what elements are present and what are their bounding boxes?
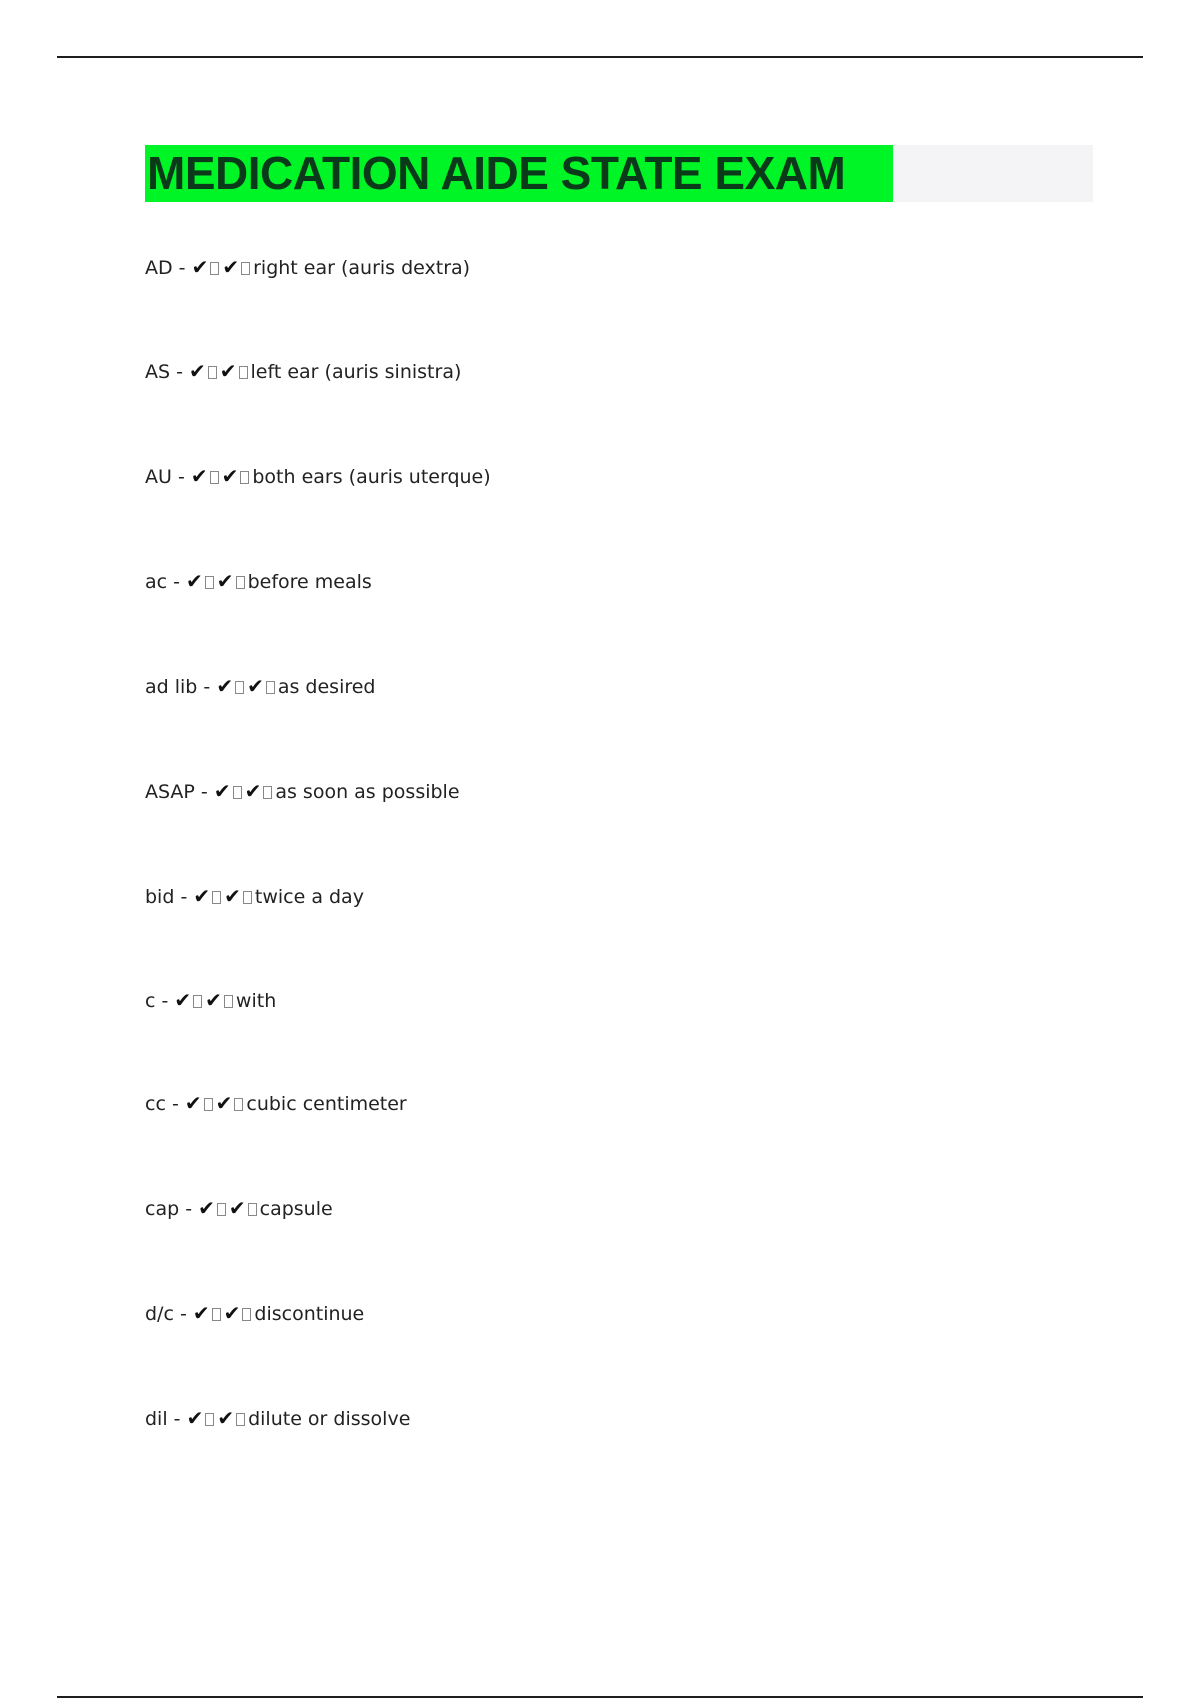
entry-term: AS bbox=[145, 361, 171, 383]
check-icon: ✔ bbox=[213, 779, 231, 803]
glossary-entry bbox=[145, 566, 372, 596]
check-icon: ✔ bbox=[224, 884, 241, 908]
box-glyph-icon bbox=[205, 576, 214, 589]
check-icon: ✔ bbox=[191, 255, 209, 279]
box-glyph-icon bbox=[212, 1308, 221, 1321]
entry-separator: - bbox=[174, 886, 194, 908]
check-icon: ✔ bbox=[184, 1091, 202, 1115]
entry-separator: - bbox=[171, 466, 191, 488]
entry-definition: twice a day bbox=[254, 886, 364, 908]
box-glyph-icon bbox=[204, 1098, 213, 1111]
check-icon: ✔ bbox=[228, 1196, 246, 1220]
entry-separator: - bbox=[167, 1408, 187, 1430]
entry-term: cap bbox=[145, 1198, 180, 1220]
bottom-rule bbox=[57, 1696, 1143, 1698]
check-icon: ✔ bbox=[219, 359, 237, 383]
glossary-entry bbox=[145, 461, 491, 491]
box-glyph-icon bbox=[217, 1203, 226, 1216]
box-glyph-icon bbox=[235, 681, 244, 694]
page-title: MEDICATION AIDE STATE EXAM bbox=[147, 147, 846, 199]
check-icon: ✔ bbox=[189, 359, 206, 383]
box-glyph-icon bbox=[224, 995, 233, 1008]
entry-separator: - bbox=[172, 257, 192, 279]
entry-term: ac bbox=[145, 571, 168, 593]
box-glyph-icon bbox=[205, 1413, 214, 1426]
check-icon: ✔ bbox=[223, 1301, 241, 1325]
entry-separator: - bbox=[197, 676, 217, 698]
box-glyph-icon bbox=[248, 1203, 257, 1216]
box-glyph-icon bbox=[234, 1098, 243, 1111]
entry-definition: right ear (auris dextra) bbox=[253, 257, 471, 279]
entry-separator: - bbox=[167, 571, 187, 593]
check-icon: ✔ bbox=[192, 1301, 210, 1325]
top-rule bbox=[57, 56, 1143, 58]
check-icon: ✔ bbox=[186, 1406, 204, 1430]
box-glyph-icon bbox=[243, 891, 252, 904]
glossary-entry bbox=[145, 671, 376, 701]
glossary-entry bbox=[145, 881, 364, 911]
check-icon: ✔ bbox=[217, 1406, 235, 1430]
check-icon: ✔ bbox=[174, 988, 192, 1012]
check-icon: ✔ bbox=[216, 569, 234, 593]
entry-term: c bbox=[145, 990, 156, 1012]
box-glyph-icon bbox=[236, 576, 245, 589]
box-glyph-icon bbox=[236, 1413, 245, 1426]
box-glyph-icon bbox=[193, 995, 202, 1008]
entry-term: ad lib bbox=[145, 676, 198, 698]
entry-separator: - bbox=[179, 1198, 199, 1220]
check-icon: ✔ bbox=[222, 255, 240, 279]
box-glyph-icon bbox=[240, 471, 249, 484]
box-glyph-icon bbox=[242, 1308, 251, 1321]
entry-term: AD bbox=[145, 257, 173, 279]
entry-separator: - bbox=[194, 781, 214, 803]
box-glyph-icon bbox=[263, 786, 272, 799]
entry-term: bid bbox=[145, 886, 175, 908]
check-icon: ✔ bbox=[244, 779, 262, 803]
glossary-entry bbox=[145, 356, 461, 386]
entry-separator: - bbox=[170, 361, 189, 383]
entry-term: dil bbox=[145, 1408, 168, 1430]
entry-term: d/c bbox=[145, 1303, 174, 1325]
entry-definition: dilute or dissolve bbox=[248, 1408, 411, 1430]
glossary-entry bbox=[145, 1298, 364, 1328]
box-glyph-icon bbox=[210, 471, 219, 484]
entry-term: ASAP bbox=[145, 781, 195, 803]
entry-definition: cubic centimeter bbox=[246, 1093, 407, 1115]
entry-definition: before meals bbox=[247, 571, 372, 593]
check-icon: ✔ bbox=[216, 674, 234, 698]
entry-definition: as soon as possible bbox=[275, 781, 460, 803]
glossary-entry bbox=[145, 1088, 407, 1118]
check-icon: ✔ bbox=[215, 1091, 233, 1115]
entry-definition: left ear (auris sinistra) bbox=[250, 361, 462, 383]
entry-term: cc bbox=[145, 1093, 166, 1115]
box-glyph-icon bbox=[208, 366, 217, 379]
box-glyph-icon bbox=[239, 366, 248, 379]
check-icon: ✔ bbox=[247, 674, 264, 698]
entry-definition: capsule bbox=[259, 1198, 333, 1220]
glossary-entry bbox=[145, 252, 470, 282]
box-glyph-icon bbox=[210, 262, 219, 275]
glossary-entry bbox=[145, 1193, 333, 1223]
check-icon: ✔ bbox=[221, 464, 239, 488]
check-icon: ✔ bbox=[193, 884, 211, 908]
check-icon: ✔ bbox=[198, 1196, 215, 1220]
check-icon: ✔ bbox=[205, 988, 222, 1012]
glossary-entry bbox=[145, 1403, 410, 1433]
entry-separator: - bbox=[165, 1093, 185, 1115]
box-glyph-icon bbox=[233, 786, 242, 799]
glossary-entry bbox=[145, 776, 460, 806]
entry-definition: as desired bbox=[277, 676, 376, 698]
entry-definition: with bbox=[235, 990, 277, 1012]
box-glyph-icon bbox=[266, 681, 275, 694]
check-icon: ✔ bbox=[190, 464, 208, 488]
glossary-entry bbox=[145, 985, 276, 1015]
box-glyph-icon bbox=[241, 262, 250, 275]
title-band bbox=[145, 145, 1093, 202]
entry-definition: discontinue bbox=[254, 1303, 365, 1325]
check-icon: ✔ bbox=[186, 569, 203, 593]
entry-separator: - bbox=[173, 1303, 193, 1325]
box-glyph-icon bbox=[212, 891, 221, 904]
entry-definition: both ears (auris uterque) bbox=[252, 466, 491, 488]
entry-term: AU bbox=[145, 466, 172, 488]
entry-separator: - bbox=[155, 990, 175, 1012]
